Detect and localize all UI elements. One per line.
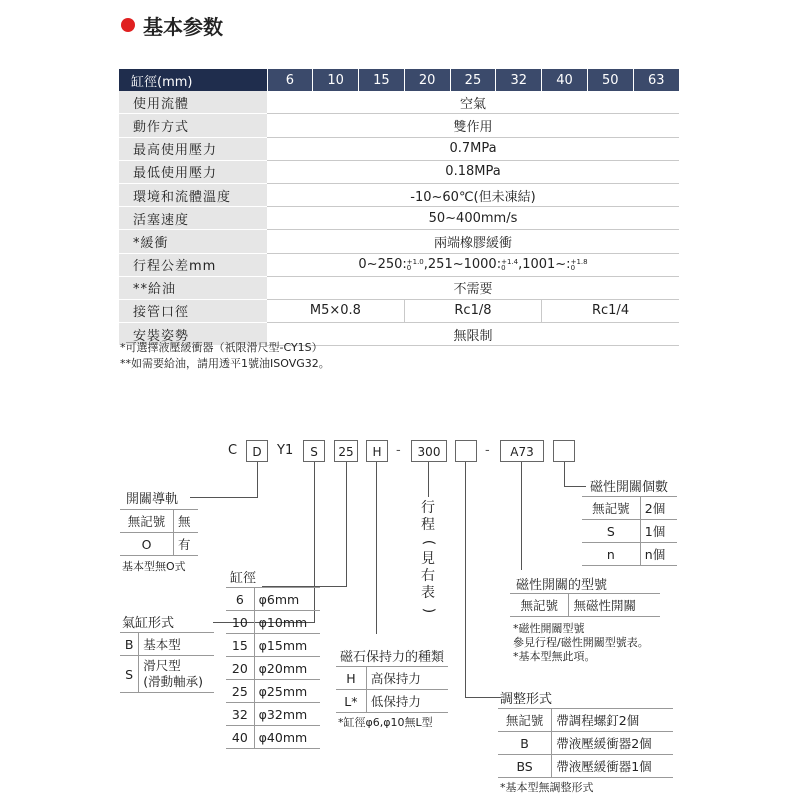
code-y1: Y1 xyxy=(277,443,294,458)
spec-label: 使用流體 xyxy=(119,91,267,114)
spec-label: 最高使用壓力 xyxy=(119,137,267,160)
magnet-table xyxy=(336,666,448,713)
bore-code: 15 xyxy=(226,634,254,657)
magnet-desc: 高保持力 xyxy=(366,667,448,690)
stroke-char: ) xyxy=(420,607,437,614)
bore-32: 32 xyxy=(496,69,542,91)
cyl-form-desc-line: 滑尺型 xyxy=(143,658,181,673)
adjust-desc: 帶液壓緩衝器1個 xyxy=(552,755,673,778)
guide-table xyxy=(120,509,198,556)
code-c: C xyxy=(228,443,238,458)
adjust-table xyxy=(498,708,673,778)
spec-label: **給油 xyxy=(119,276,267,299)
connector-line xyxy=(346,462,347,586)
stroke-char: ( xyxy=(420,539,437,546)
switch-type-code: 無記號 xyxy=(510,594,569,617)
spec-label: 安裝姿勢 xyxy=(119,323,267,346)
connector-line xyxy=(465,697,501,698)
spec-value: 無限制 xyxy=(267,323,679,346)
bore-code: 32 xyxy=(226,703,254,726)
guide-code: O xyxy=(120,533,174,556)
code-switch-box: A73 xyxy=(500,440,544,462)
bore-size: φ10mm xyxy=(254,611,320,634)
switch-type-note: *磁性開關型號 xyxy=(513,622,585,635)
code-qty-box xyxy=(553,440,575,462)
switch-qty-title: 磁性開關個數 xyxy=(590,480,669,495)
bore-title: 缸徑 xyxy=(230,571,257,586)
code-dash: - xyxy=(485,443,490,458)
spec-value: 不需要 xyxy=(267,276,679,299)
spec-value: -10~60℃(但未凍結) xyxy=(267,183,679,206)
spec-label: 動作方式 xyxy=(119,114,267,137)
connector-line xyxy=(428,462,429,497)
page-title: 基本参数 xyxy=(143,15,223,39)
code-stroke-box: 300 xyxy=(411,440,447,462)
spec-value: 兩端橡膠緩衝 xyxy=(267,230,679,253)
qty-desc: 1個 xyxy=(640,520,677,543)
cyl-form-desc xyxy=(139,656,214,693)
cyl-form-code: S xyxy=(120,656,139,693)
spec-label: 接管口徑 xyxy=(119,299,267,322)
qty-desc: n個 xyxy=(640,543,677,566)
spec-table xyxy=(119,69,679,346)
spec-label: 最低使用壓力 xyxy=(119,160,267,183)
spec-label: 行程公差mm xyxy=(119,253,267,276)
cyl-form-title: 氣缸形式 xyxy=(122,616,175,631)
bore-code: 10 xyxy=(226,611,254,634)
bore-size: φ6mm xyxy=(254,588,320,611)
title-bullet-icon xyxy=(121,18,135,32)
tol-part: ,251~1000: xyxy=(423,257,502,273)
port-value-small: M5×0.8 xyxy=(267,299,404,322)
connector-line xyxy=(465,462,466,697)
stroke-char: 行 xyxy=(421,500,435,516)
bore-size: φ20mm xyxy=(254,657,320,680)
bore-6: 6 xyxy=(267,69,313,91)
bore-size: φ25mm xyxy=(254,680,320,703)
bore-size: φ32mm xyxy=(254,703,320,726)
bore-code: 6 xyxy=(226,588,254,611)
adjust-code: 無記號 xyxy=(498,709,552,732)
spec-value: 50~400mm/s xyxy=(267,207,679,230)
cyl-form-table xyxy=(120,632,214,693)
adjust-code: BS xyxy=(498,755,552,778)
bore-code: 25 xyxy=(226,680,254,703)
tol-upper: +1.4 xyxy=(501,257,519,266)
guide-desc: 無 xyxy=(174,510,198,533)
spec-header-row xyxy=(119,69,679,91)
bore-size: φ15mm xyxy=(254,634,320,657)
code-d-box: D xyxy=(246,440,268,462)
spec-value: 空氣 xyxy=(267,91,679,114)
guide-title: 開關導軌 xyxy=(126,492,179,507)
stroke-tolerance-value xyxy=(267,253,679,276)
adjust-note: *基本型無調整形式 xyxy=(500,781,594,794)
bore-20: 20 xyxy=(404,69,450,91)
bore-15: 15 xyxy=(359,69,405,91)
guide-desc: 有 xyxy=(174,533,198,556)
connector-line xyxy=(257,462,258,497)
switch-type-title: 磁性開關的型號 xyxy=(516,578,608,593)
spec-value: 雙作用 xyxy=(267,114,679,137)
spec-label: 活塞速度 xyxy=(119,207,267,230)
bore-code: 20 xyxy=(226,657,254,680)
adjust-title: 調整形式 xyxy=(500,692,553,707)
tol-upper: +1.0 xyxy=(406,257,424,266)
qty-code: n xyxy=(582,543,640,566)
adjust-desc: 帶液壓緩衝器2個 xyxy=(552,732,673,755)
magnet-desc: 低保持力 xyxy=(366,690,448,713)
connector-line xyxy=(564,462,565,486)
port-value-large: Rc1/4 xyxy=(542,299,679,322)
stroke-char: 程 xyxy=(421,517,435,533)
code-s-box: S xyxy=(303,440,325,462)
tol-lower: 0 xyxy=(501,263,506,272)
spec-value: 0.18MPa xyxy=(267,160,679,183)
connector-line xyxy=(564,486,586,487)
switch-type-table xyxy=(510,593,660,617)
bore-63: 63 xyxy=(633,69,679,91)
connector-line xyxy=(190,497,258,498)
stroke-label xyxy=(420,500,436,619)
tol-part: ,1001~: xyxy=(518,257,571,273)
qty-desc: 2個 xyxy=(640,497,677,520)
cyl-form-desc: 基本型 xyxy=(139,633,214,656)
spec-label: *緩衝 xyxy=(119,230,267,253)
code-dash: - xyxy=(396,443,401,458)
tol-lower: 0 xyxy=(406,263,412,272)
bore-25: 25 xyxy=(450,69,496,91)
adjust-code: B xyxy=(498,732,552,755)
bore-header: 缸徑(mm) xyxy=(119,69,267,91)
adjust-desc: 帶調程螺釘2個 xyxy=(552,709,673,732)
switch-type-note: *基本型無此項。 xyxy=(513,650,596,663)
qty-code: S xyxy=(582,520,640,543)
stroke-char: 表 xyxy=(421,585,435,601)
stroke-char: 右 xyxy=(421,568,435,584)
bore-10: 10 xyxy=(313,69,359,91)
code-h-box: H xyxy=(366,440,388,462)
stroke-char: 見 xyxy=(421,551,435,567)
guide-note: 基本型無O式 xyxy=(122,560,186,573)
code-bore-box: 25 xyxy=(334,440,358,462)
footnote: *可選擇液壓緩衝器（祇限滑尺型-CY1S） xyxy=(120,341,323,354)
magnet-note: *缸徑φ6,φ10無L型 xyxy=(338,716,433,729)
bore-table xyxy=(226,587,320,749)
magnet-code: L* xyxy=(336,690,366,713)
port-value-mid: Rc1/8 xyxy=(404,299,541,322)
spec-value: 0.7MPa xyxy=(267,137,679,160)
tol-upper: +1.8 xyxy=(570,257,588,266)
magnet-code: H xyxy=(336,667,366,690)
tol-lower: 0 xyxy=(570,263,576,272)
magnet-title: 磁石保持力的種類 xyxy=(340,650,445,665)
connector-line xyxy=(521,462,522,570)
switch-type-desc: 無磁性開關 xyxy=(569,594,660,617)
bore-size: φ40mm xyxy=(254,726,320,749)
switch-type-note: 參見行程/磁性開關型號表。 xyxy=(513,636,649,649)
bore-code: 40 xyxy=(226,726,254,749)
code-adjust-box xyxy=(455,440,477,462)
cyl-form-desc-line: (滑動軸承) xyxy=(143,674,204,689)
bore-50: 50 xyxy=(587,69,633,91)
bore-40: 40 xyxy=(542,69,588,91)
spec-label: 環境和流體溫度 xyxy=(119,183,267,206)
connector-line xyxy=(376,462,377,634)
switch-qty-table xyxy=(582,496,677,566)
tol-part: 0~250: xyxy=(358,257,407,273)
qty-code: 無記號 xyxy=(582,497,640,520)
cyl-form-code: B xyxy=(120,633,139,656)
footnote: **如需要給油，請用透平1號油ISOVG32。 xyxy=(120,357,330,370)
guide-code: 無記號 xyxy=(120,510,174,533)
